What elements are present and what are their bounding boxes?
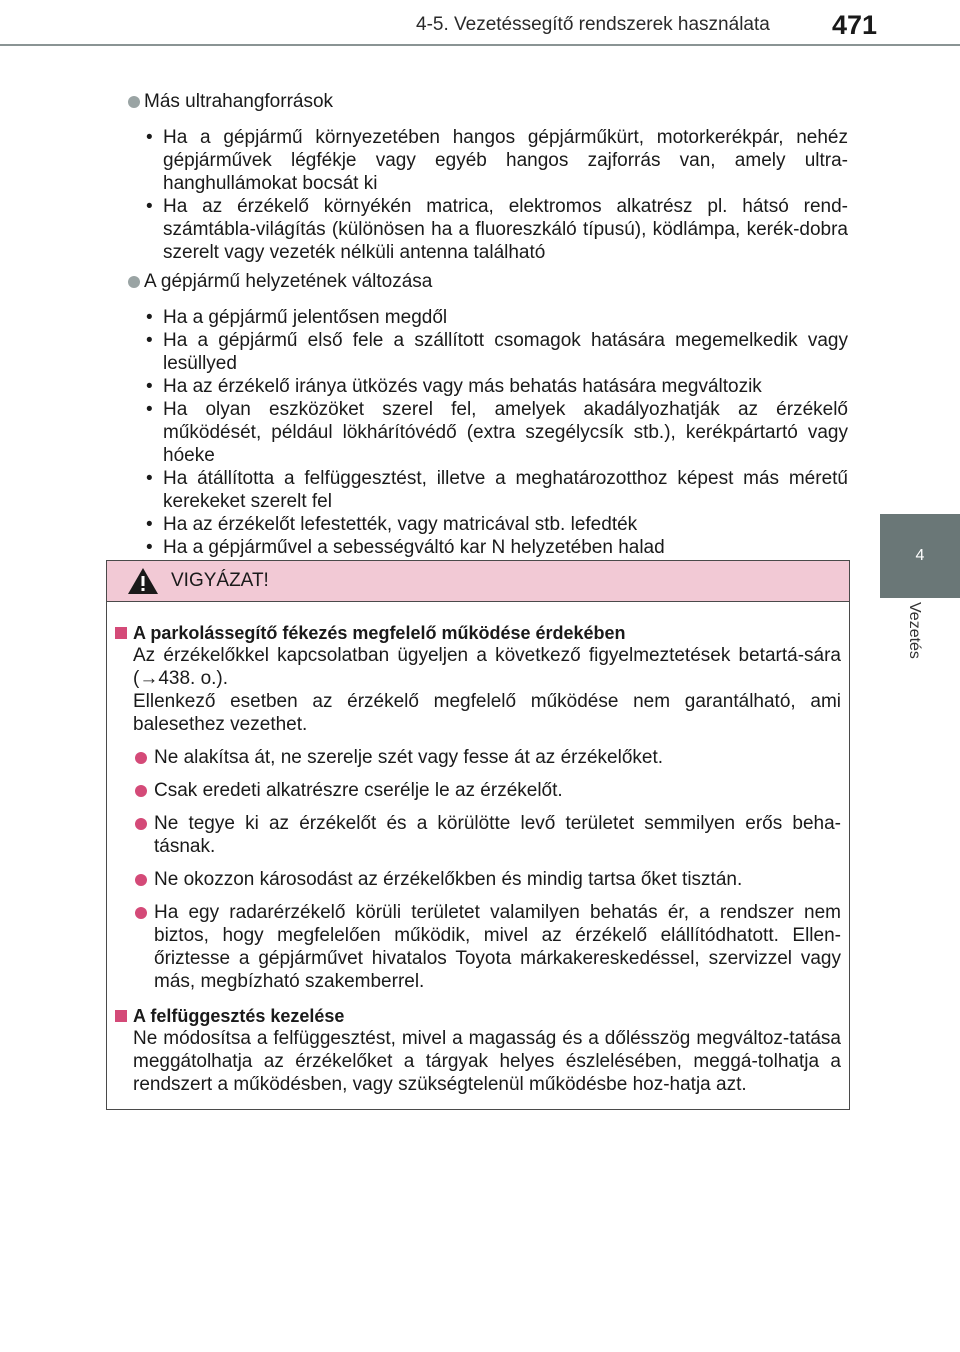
warning-section-title: A felfüggesztés kezelése xyxy=(115,1005,841,1027)
warning-section-title: A parkolássegítő fékezés megfelelő működése érdekében xyxy=(115,622,841,644)
header-title: 4-5. Vezetéssegítő rendszerek használata xyxy=(416,14,770,35)
chapter-label: Vezetés xyxy=(906,602,923,659)
warning-box xyxy=(106,560,850,1110)
bullet-list xyxy=(128,126,848,264)
list-item: • Ha átállította a felfüggesztést, illetve a meghatározotthoz képest más méretű kerekeket szerelt fel xyxy=(146,467,848,513)
pink-dot-icon xyxy=(135,752,147,764)
chapter-tab[interactable] xyxy=(880,514,960,598)
warning-item: Ne alakítsa át, ne szerelje szét vagy fesse át az érzékelőket. xyxy=(115,746,841,769)
warning-item: Ha egy radarérzékelő körüli területet valamilyen behatás ér, a rendszer nem biztos, hogy megfelelően működik, mivel az érzékelő elállítódhatott. Ellen-őriztesse a gépjárművet hivatalos Toyota márkakereskedéssel, szervizzel vagy más, megbízható szakemberrel. xyxy=(115,901,841,993)
section-heading: A gépjármű helyzetének változása xyxy=(128,270,848,294)
warning-paragraph: Ne módosítsa a felfüggesztést, mivel a magasság és a dőlésszög megváltoz-tatása meggátolhatja az érzékelőket a tárgyak helyes észlelésében, meggá-tolhatja a rendszert a működésben, vagy szükségtelenül működésbe hoz-hatja azt. xyxy=(133,1028,841,1095)
section-heading: Más ultrahangforrások xyxy=(128,90,848,114)
list-item: • Ha az érzékelő iránya ütközés vagy más behatás hatására megváltozik xyxy=(146,375,848,398)
warning-item: Csak eredeti alkatrészre cserélje le az érzékelőt. xyxy=(115,779,841,802)
header-rule xyxy=(0,44,960,46)
bullet-dot-icon xyxy=(128,276,140,288)
warning-item: Ne okozzon károsodást az érzékelőkben és mindig tartsa őket tisztán. xyxy=(115,868,841,891)
list-item: • Ha a gépjárművel a sebességváltó kar N helyzetében halad xyxy=(146,536,848,559)
warning-item: Ne tegye ki az érzékelőt és a körülötte levő területet semmilyen erős beha-tásnak. xyxy=(115,812,841,858)
pink-dot-icon xyxy=(135,818,147,830)
warning-paragraph: Ellenkező esetben az érzékelő megfelelő működése nem garantálható, ami balesethez vezethet. xyxy=(133,691,841,735)
warning-title: VIGYÁZAT! xyxy=(171,570,269,591)
warning-paragraph: Az érzékelőkkel kapcsolatban ügyeljen a következő figyelmeztetések betartá-sára (→438. o.). xyxy=(133,645,841,689)
warning-header xyxy=(107,561,849,602)
list-item: • Ha a gépjármű első fele a szállított csomagok hatására megemelkedik vagy lesüllyed xyxy=(146,329,848,375)
list-item: • Ha az érzékelőt lefestették, vagy matricával stb. lefedték xyxy=(146,513,848,536)
main-content xyxy=(128,90,848,565)
pink-dot-icon xyxy=(135,907,147,919)
list-item: • Ha olyan eszközöket szerel fel, amelyek akadályozhatják az érzékelő működését, például lökhárítóvédő (extra szegélycsík stb.), kerékpártartó vagy hóeke xyxy=(146,398,848,467)
pink-dot-icon xyxy=(135,785,147,797)
chapter-number: 4 xyxy=(915,547,925,564)
list-item: • Ha a gépjármű környezetében hangos gépjárműkürt, motorkerékpár, nehéz gépjárművek légfékje vagy egyéb hangos zajforrás van, amely ultra-hanghullámokat bocsát ki xyxy=(146,126,848,195)
warning-body xyxy=(107,602,849,1096)
page-number: 471 xyxy=(832,10,878,40)
bullet-list xyxy=(128,306,848,559)
square-bullet-icon xyxy=(115,1010,127,1022)
square-bullet-icon xyxy=(115,627,127,639)
bullet-dot-icon xyxy=(128,96,140,108)
warning-triangle-icon xyxy=(127,566,159,596)
list-item: • Ha az érzékelő környékén matrica, elektromos alkatrész pl. hátsó rend-számtábla-világítás (különösen ha a fluoreszkáló típusú), ködlámpa, kerék-dobra szerelt vagy vezeték nélküli antenna található xyxy=(146,195,848,264)
pink-dot-icon xyxy=(135,874,147,886)
list-item: • Ha a gépjármű jelentősen megdől xyxy=(146,306,848,329)
